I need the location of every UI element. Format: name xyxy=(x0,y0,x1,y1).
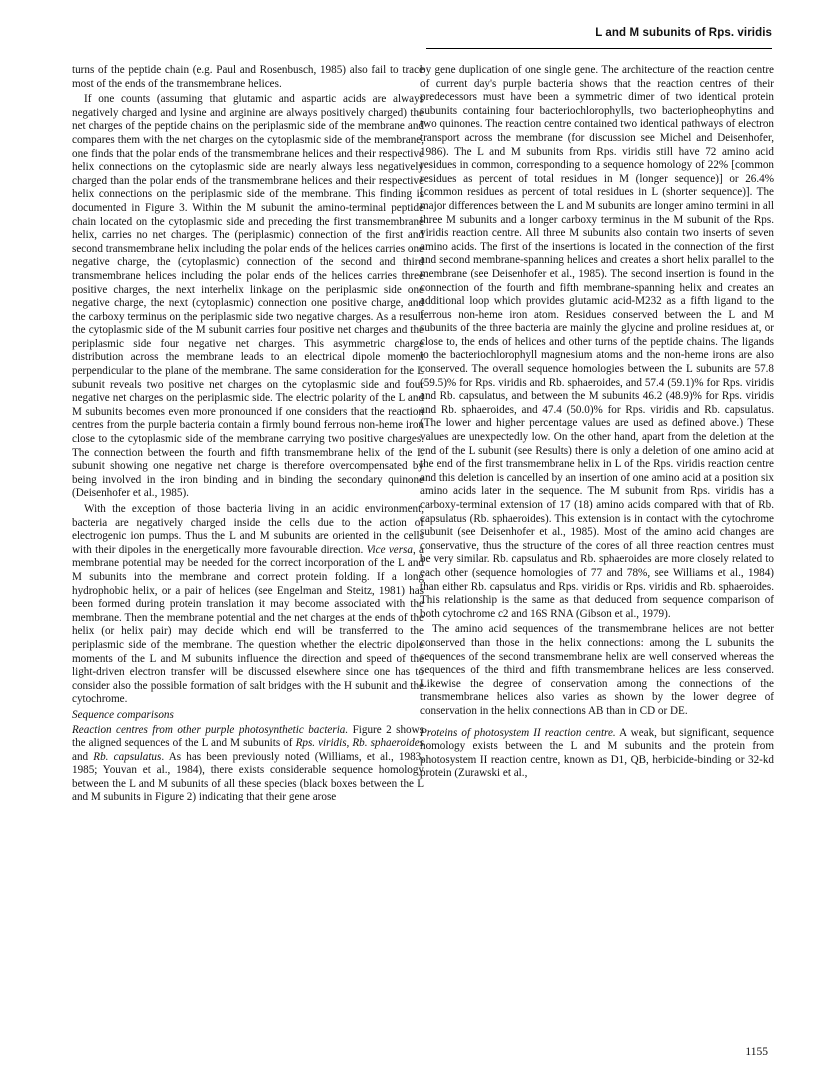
paragraph: If one counts (assuming that glutamic and aspartic acids are always negatively charged and lysine and arginine are always positively charged) the net charges of the peptide chains on the periplasmic side of the membrane and compares them with the net charges on the cytoplasmic side of the membrane, one finds that the polar ends of the transmembrane helices and their respective helix connections on the cytoplasmic side are nearly always less negatively charged than the polar ends of the transmembrane helices and their respective helix connections on the periplasmic side of the membrane. This finding is documented in Figure 3. Within the M subunit the amino-terminal peptide chain located on the cytoplasmic side and preceding the first transmembrane helix, carries no net charges. The (periplasmic) connection of the first and second transmembrane helix including the polar ends of the helices carries one negative charge, the (cytoplasmic) connection of the second and third transmembrane helices including the polar ends of the helices carries three positive charges, the next interhelix linkage on the periplasmic side one negative charge, the next (cytoplasmic) connection one positive charge, and the carboxy terminus on the periplasmic side two negative charges. As a result the cytoplasmic side of the M subunit carries four positive net charges and the periplasmic side four negative net charges. This asymmetric charge distribution across the membrane leads to an electrical dipole moment perpendicular to the plane of the membrane. The same consideration for the L subunit reveals two positive net charges on the cytoplasmic side and four negative net charges on the periplasmic side. The electric polarity of the L and M subunits becomes even more pronounced if one considers that the reaction centres from the purple bacteria contain a firmly bound ferrous non-heme iron close to the cytoplasmic side of the membrane carrying two positive charges. The connection between the fourth and fifth transmembrane helix of the L subunit showing one negative net charge is therefore overcompensated by being involved in the iron binding and in binding the secondary quinone (Deisenhofer et al., 1985). xyxy=(72,93,424,500)
text-run: , a membrane potential may be needed for the correct incorporation of the L and M subunits into the membrane and correct protein folding. If a long hydrophobic helix, or a pair of helices (see Engelman and Steitz, 1981) has been formed during protein translation it may become associated with the membrane. Then the membrane potential and the net charges at the ends of the helix (or helix pair) may decide which end will be transferred to the periplasmic side of the membrane. The question whether the electric dipole moments of the L and M subunits influence the direction and speed of the light-driven electron transfer will be discussed elsewhere since one has to consider also the possible formation of salt bridges with the H subunit and the cytochrome. xyxy=(72,543,424,706)
paragraph: turns of the peptide chain (e.g. Paul and Rosenbusch, 1985) also fail to trace most of the ends of the transmembrane helices. xyxy=(72,64,424,90)
paragraph: The amino acid sequences of the transmembrane helices are not better conserved than those in the helix connections: among the L subunits the sequences of the second transmembrane helix are well conserved whereas the sequences of the third and fifth transmembrane helices are less conserved. Likewise the degree of conservation among the connections of the transmembrane helices also varies as shown by the lower degree of conservation in the helix connections AB than in CD or DE. xyxy=(420,623,774,717)
text-run: Figure 2 shows the aligned sequences of the L and M subunits of xyxy=(72,723,425,750)
paragraph xyxy=(72,724,424,806)
header-rule xyxy=(426,48,772,49)
species-name: Rps. viridis, Rb. sphaeroides xyxy=(295,737,424,750)
italic-phrase: Vice versa xyxy=(366,543,413,556)
right-column xyxy=(420,64,774,783)
text-run: and xyxy=(72,750,94,763)
species-name: Rb. capsulatus xyxy=(93,750,162,763)
section-heading: Sequence comparisons xyxy=(72,708,174,721)
text-run: A weak, but significant, sequence homology exists between the L and M subunits and the protein from photosystem II reaction centre, known as D1, QB, herbicide-binding or 32-kd protein (Zurawski et al., xyxy=(420,726,774,780)
left-column xyxy=(72,64,424,807)
running-head: L and M subunits of Rps. viridis xyxy=(595,27,772,39)
page-number: 1155 xyxy=(745,1046,768,1058)
text-run: . As has been previously noted (Williams, et al., 1983, 1985; Youvan et al., 1984), there exists considerable sequence homology between the L and M subunits of all these species (black boxes between the L and M subunits in Figure 2) indicating that their gene arose xyxy=(72,750,425,804)
run-in-heading: Reaction centres from other purple photosynthetic bacteria. xyxy=(72,723,349,736)
run-in-heading: Proteins of photosystem II reaction centre. xyxy=(420,726,616,739)
paragraph xyxy=(420,727,774,781)
text-run: With the exception of those bacteria living in an acidic environment, bacteria are negatively charged inside the cells due to the action of electrogenic ion pumps. Thus the L and M subunits are oriented in the cells with their dipoles in the energetically more favourable direction. xyxy=(72,503,424,556)
paragraph xyxy=(72,503,424,707)
paragraph: by gene duplication of one single gene. The architecture of the reaction centre of current day's purple bacteria shows that the reaction centres of their predecessors must have been a symmetric dimer of two identical protein subunits containing four bacteriochlorophylls, two bacteriopheophytins and two quinones. The reaction centre contained two identical pathways of electron transport across the membrane (for discussion see Michel and Deisenhofer, 1986). The L and M subunits from Rps. viridis still have 72 amino acid residues in common, corresponding to a sequence homology of 22% [common residues as percent of total residues in M (longer sequence)] or 26.4% [common residues as percent of total residues in L (shorter sequence)]. The major differences between the L and M subunits are longer amino termini in all three M subunits and a longer carboxy terminus in the M subunit of the Rps. viridis reaction centre. All three M subunits also contain two inserts of seven amino acids. The first of the insertions is located in the connection of the first and second membrane-spanning helices and creates a short helix parallel to the membrane (see Deisenhofer et al., 1985). The second insertion is found in the connection of the fourth and fifth membrane-spanning helix and creates an additional loop which provides glutamic acid-M232 as a fifth ligand to the ferrous non-heme iron atom. Residues conserved between the L and M subunits of the three bacteria are mainly the glycine and proline residues at, or close to, the ends of helices and other turns of the peptide chains. The ligands to the bacteriochlorophyll magnesium atoms and the non-heme irons are also conserved. The overall sequence homologies between the L subunits are 57.8 (59.5)% for Rps. viridis and Rb. sphaeroides, and 57.4 (59.1)% for Rps. viridis and Rb. capsulatus, and between the M subunits 46.2 (48.9)% for Rps. viridis and Rb. sphaeroides, and 47.4 (50.0)% for Rps. viridis and Rb. capsulatus. (The lower and higher percentage values are used as defined above.) These values are unexpectedly low. On the other hand, apart from the deletion at the end of the L subunit (see Results) there is only a deletion of one amino acid at the end of the first transmembrane helix in L of the Rps. viridis reaction centre and this deletion is cancelled by an insertion of one amino acid at a position six amino acids later in the sequence. The M subunit from Rps. viridis has a carboxy-terminal extension of 17 (18) amino acids compared with that of Rb. capsulatus (Rb. sphaeroides). This extension is in contact with the cytochrome subunit (see Deisenhofer et al., 1985). Most of the amino acid changes are conservative, thus the structure of the cores of all three reaction centres must be very similar. Rb. capsulatus and Rb. sphaeroides are more closely related to each other (sequence homologies of 77 and 78%, see Williams et al., 1984) than either Rb. capsulatus and Rps. viridis or Rps. viridis and Rb. sphaeroides. This relationship is the same as that deduced from sequence comparison of both cytochrome c2 and 16S RNA (Gibson et al., 1979). xyxy=(420,64,774,620)
